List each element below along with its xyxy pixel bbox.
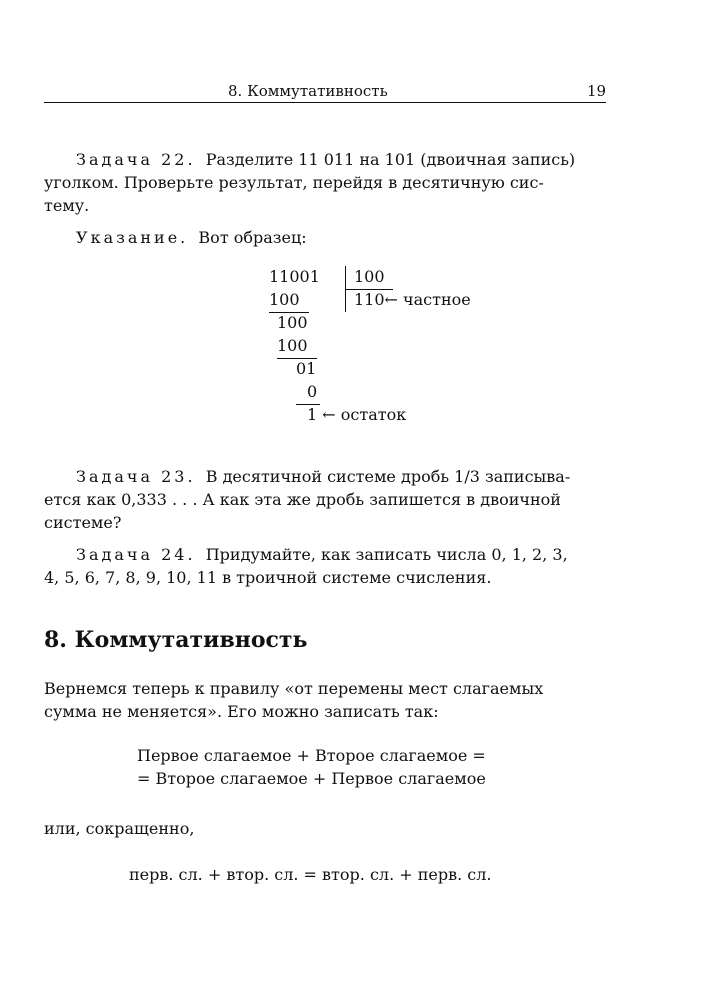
- division-remainder-row: [307, 405, 406, 424]
- division-step5: 0: [307, 382, 318, 401]
- section-intro-line2: сумма не меняется». Его можно записать так:: [44, 702, 439, 721]
- task23-label: Задача 23.: [76, 467, 196, 486]
- division-step1: 100: [269, 290, 300, 309]
- task23-text1: В десятичной системе дробь 1/3 записыва-: [205, 467, 571, 486]
- division-quotient-row: [354, 290, 471, 309]
- task24-label: Задача 24.: [76, 545, 196, 564]
- page-number: 19: [587, 82, 607, 100]
- hint-line: [76, 228, 307, 247]
- division-quotient: 110: [354, 290, 385, 309]
- task24-text1: Придумайте, как записать числа 0, 1, 2, 3,: [205, 545, 568, 564]
- task24-line1: [76, 545, 568, 564]
- header-rule: [44, 102, 606, 103]
- task23-line1: [76, 467, 570, 486]
- division-dividend: 11001: [269, 267, 320, 286]
- division-step3: 100: [277, 336, 308, 355]
- task24-line2: 4, 5, 6, 7, 8, 9, 10, 11 в троичной системе счисления.: [44, 568, 492, 587]
- task22-line3: тему.: [44, 196, 90, 215]
- running-header-title: 8. Коммутативность: [228, 82, 388, 100]
- section-intro-line1: Вернемся теперь к правилу «от перемены мест слагаемых: [44, 679, 544, 698]
- task23-line3: системе?: [44, 513, 122, 532]
- or-short-text: или, сокращенно,: [44, 819, 195, 838]
- task22-text1: Разделите 11 011 на 101 (двоичная запись): [205, 150, 576, 169]
- division-step4: 01: [296, 359, 317, 378]
- formula-line2: = Второе слагаемое + Первое слагаемое: [137, 769, 486, 788]
- task22-label: Задача 22.: [76, 150, 196, 169]
- division-divisor: 100: [354, 267, 385, 286]
- division-quotient-label: ← частное: [384, 290, 471, 309]
- short-formula: перв. сл. + втор. сл. = втор. сл. + перв. сл.: [129, 865, 492, 884]
- formula-line1: Первое слагаемое + Второе слагаемое =: [137, 746, 486, 765]
- task22-line2: уголком. Проверьте результат, перейдя в десятичную сис-: [44, 173, 544, 192]
- task23-line2: ется как 0,333 . . . А как эта же дробь запишется в двоичной: [44, 490, 561, 509]
- section-title: 8. Коммутативность: [44, 627, 308, 653]
- task22-line1: [76, 150, 575, 169]
- division-remainder-label: ← остаток: [322, 405, 407, 424]
- division-remainder: 1: [307, 405, 318, 424]
- hint-label: Указание.: [76, 228, 189, 247]
- hint-text: Вот образец:: [198, 228, 307, 247]
- division-step2: 100: [277, 313, 308, 332]
